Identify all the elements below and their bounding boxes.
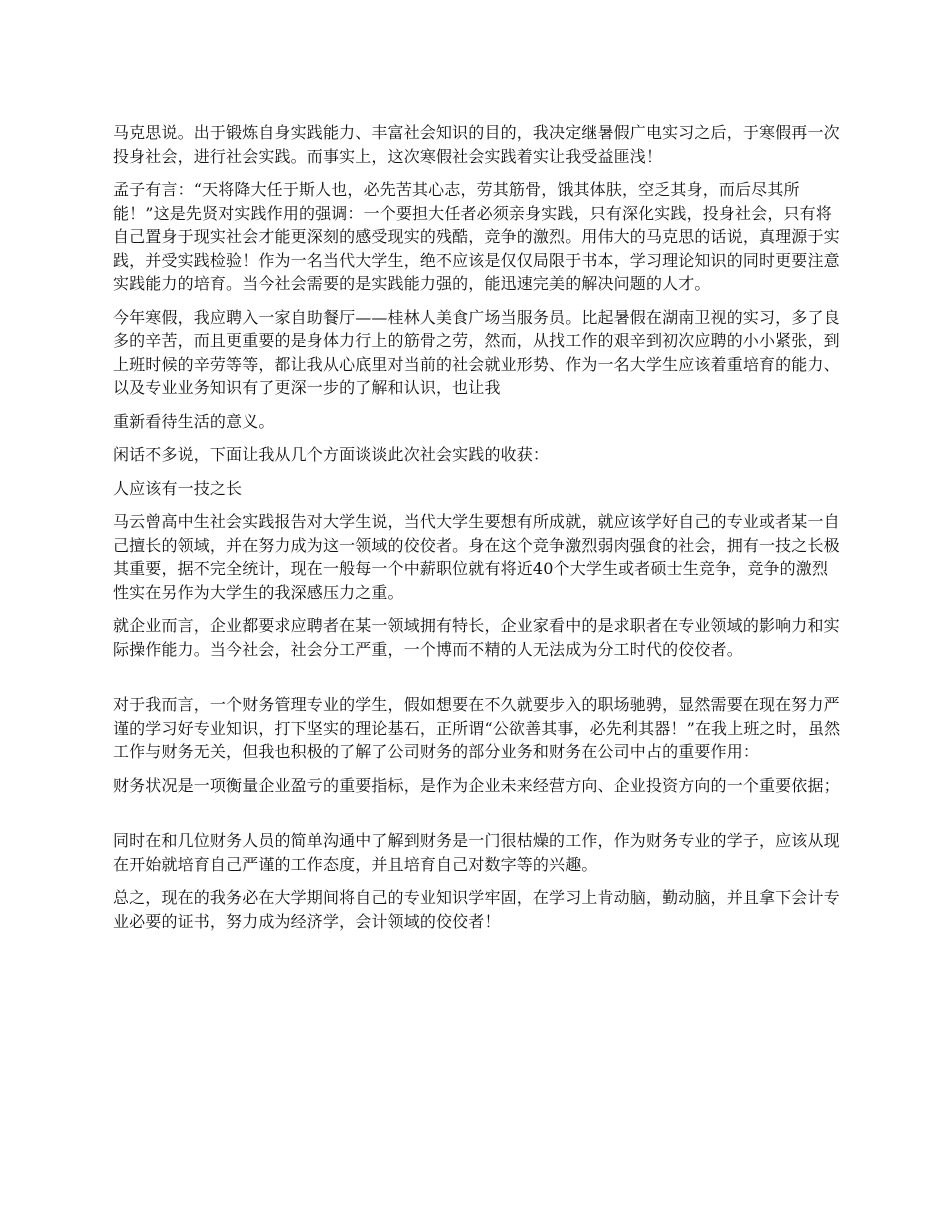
document-body	[113, 121, 841, 943]
section-heading: 人应该有一技之长	[113, 478, 243, 498]
paragraph-8: 就企业而言，企业都要求应聘者在某一领域拥有特长，企业家看中的是求职者在专业领域的影响力和实际操作能力。当今社会，社会分工严重，一个博而不精的人无法成为分工时代的佼佼者。	[113, 616, 840, 659]
paragraph-1: 马克思说。出于锻炼自身实践能力、丰富社会知识的目的，我决定继暑假广电实习之后，于寒假再一次投身社会，进行社会实践。而事实上，这次寒假社会实践着实让我受益匪浅！	[113, 123, 840, 166]
blank-gap-2	[113, 807, 841, 829]
paragraph-7: 马云曾高中生社会实践报告对大学生说，当代大学生要想有所成就，就应该学好自己的专业或者某一自己擅长的领域，并在努力成为这一领域的佼佼者。身在这个竞争激烈弱肉强食的社会，拥有一技之长极其重要，据不完全统计，现在一般每一个中薪职位就有将近40个大学生或者硕士生竞争，竞争的激烈性实在另作为大学生的我深感压力之重。	[113, 512, 840, 602]
paragraph-9: 对于我而言，一个财务管理专业的学生，假如想要在不久就要步入的职场驰骋，显然需要在现在努力严谨的学习好专业知识，打下坚实的理论基石，正所谓“公欲善其事，必先利其器！”在我上班之时，虽然工作与财务无关，但我也积极的了解了公司财务的部分业务和财务在公司中占的重要作用：	[113, 695, 841, 761]
blank-gap-1	[113, 671, 841, 693]
paragraph-10: 财务状况是一项衡量企业盈亏的重要指标，是作为企业未来经营方向、企业投资方向的一个重要依据；	[113, 775, 840, 795]
paragraph-2: 孟子有言：“天将降大任于斯人也，必先苦其心志，劳其筋骨，饿其体肤，空乏其身，而后尽其所能！”这是先贤对实践作用的强调：一个要担大任者必须亲身实践，只有深化实践，投身社会，只有将自己置身于现实社会才能更深刻的感受现实的残酷，竞争的激烈。用伟大的马克思的话说，真理源于实践，并受实践检验！作为一名当代大学生，绝不应该是仅仅局限于书本，学习理论知识的同时更要注意实践能力的培育。当今社会需要的是实践能力强的，能迅速完美的解决问题的人才。	[113, 180, 840, 293]
paragraph-5: 闲话不多说，下面让我从几个方面谈谈此次社会实践的收获：	[113, 445, 550, 464]
paragraph-4: 重新看待生活的意义。	[113, 411, 275, 431]
paragraph-3: 今年寒假，我应聘入一家自助餐厅——桂林人美食广场当服务员。比起暑假在湖南卫视的实习，多了良多的辛苦，而且更重要的是身体力行上的筋骨之劳，然而，从找工作的艰辛到初次应聘的小小紧张，到上班时候的辛劳等等，都让我从心底里对当前的社会就业形势、作为一名大学生应该着重培育的能力、以及专业业务知识有了更深一步的了解和认识，也让我	[113, 307, 840, 397]
paragraph-11: 同时在和几位财务人员的简单沟通中了解到财务是一门很枯燥的工作，作为财务专业的学子，应该从现在开始就培育自己严谨的工作态度，并且培育自己对数字等的兴趣。	[113, 831, 840, 874]
paragraph-12: 总之，现在的我务必在大学期间将自己的专业知识学牢固，在学习上肯动脑，勤动脑，并且拿下会计专业必要的证书，努力成为经济学，会计领域的佼佼者！	[113, 888, 840, 931]
